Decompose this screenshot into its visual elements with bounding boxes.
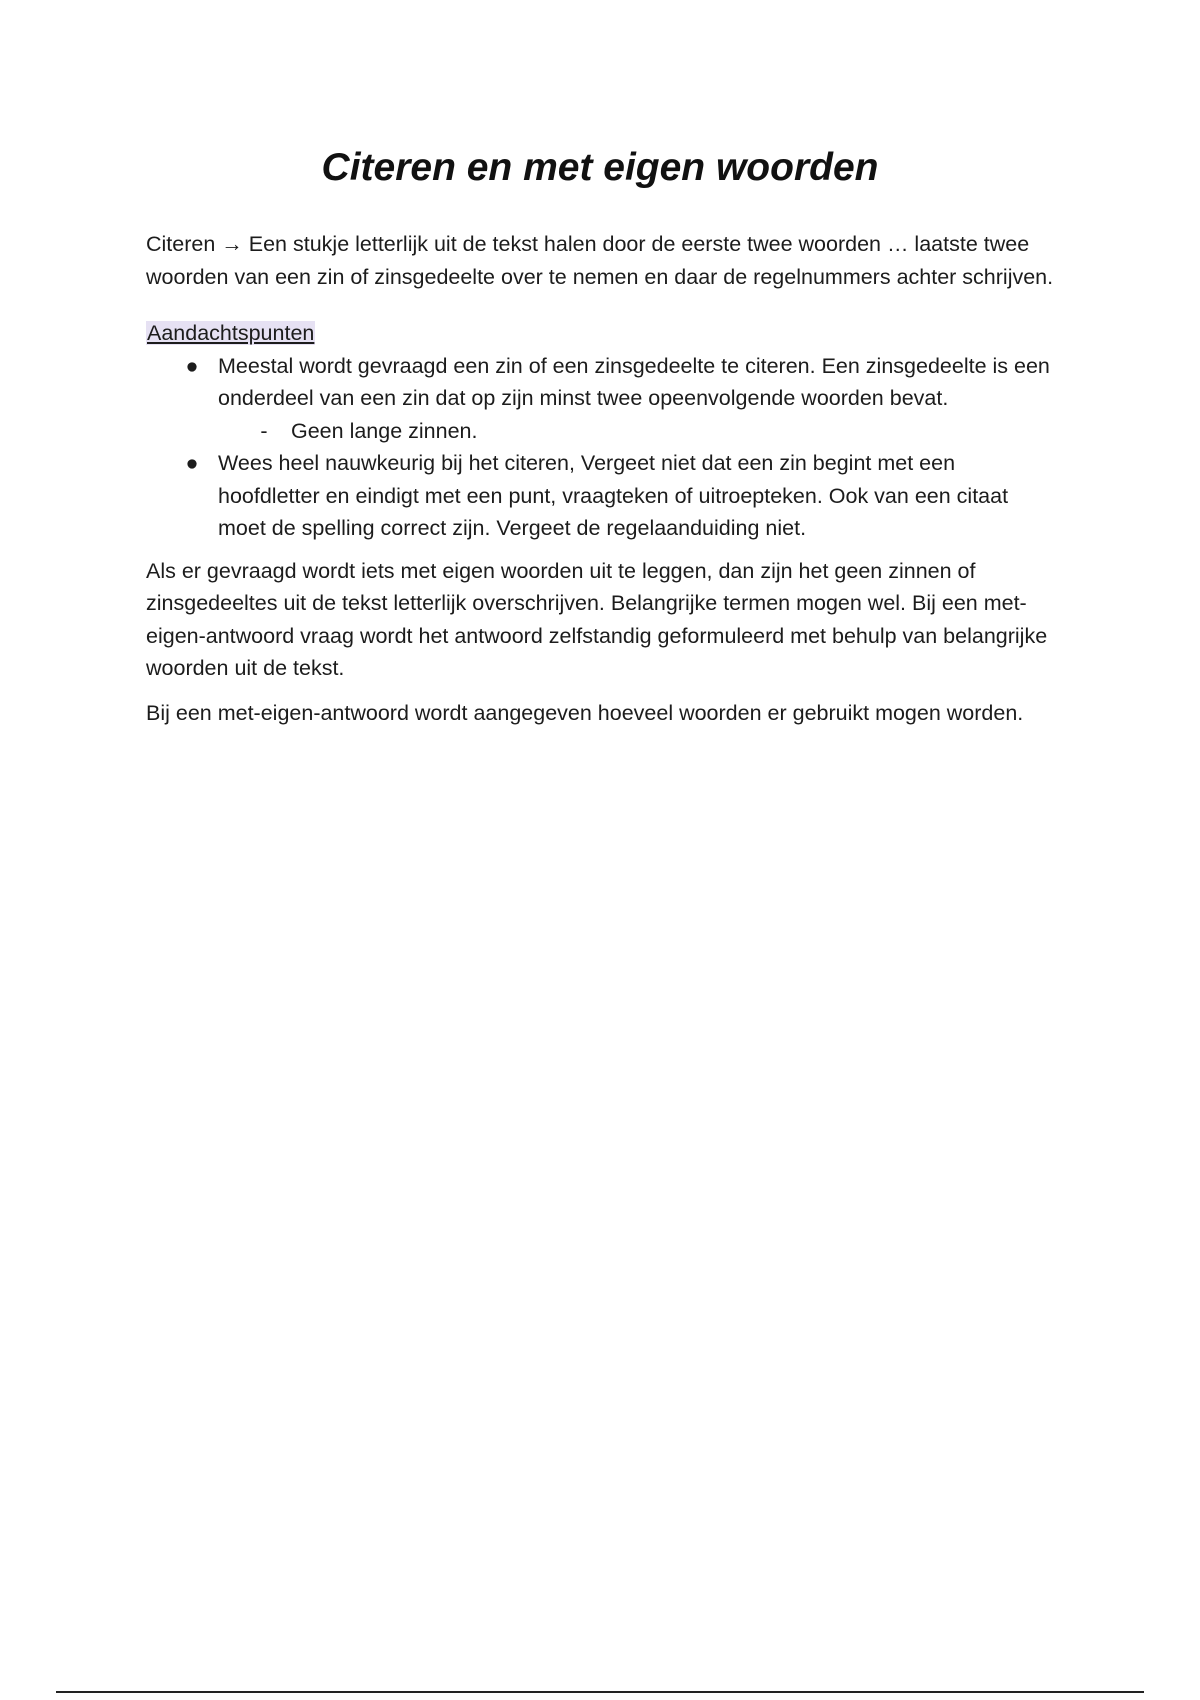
bullet-icon: ● [185, 353, 199, 378]
sub-list-item-text: Geen lange zinnen. [291, 418, 478, 443]
list-item-text: Wees heel nauwkeurig bij het citeren, Vergeet niet dat een zin begint met een hoofdletter en eindigt met een punt, vraagteken of uitroepteken. Ook van een citaat moet de spelling correct zijn. Vergeet de regelaanduiding niet. [218, 451, 1009, 540]
document-body [146, 228, 1061, 729]
list-item [146, 350, 1061, 448]
attention-points-section [146, 317, 1061, 545]
bullet-icon: ● [185, 451, 199, 475]
list-item [146, 447, 1061, 545]
section-heading-line [146, 317, 1061, 350]
footer-divider [56, 1691, 1144, 1693]
list-item-text: Meestal wordt gevraagd een zin of een zinsgedeelte te citeren. Een zinsgedeelte is een onderdeel van een zin dat op zijn minst twee opeenvolgende woorden bevat. [218, 353, 1050, 410]
own-words-paragraph: Als er gevraagd wordt iets met eigen woorden uit te leggen, dan zijn het geen zinnen of zinsgedeeltes uit de tekst letterlijk overschrijven. Belangrijke termen mogen wel. Bij een met-eigen-antwoord vraag wordt het antwoord zelfstandig geformuleerd met behulp van belangrijke woorden uit de tekst. [146, 558, 1048, 680]
section-heading: Aandachtspunten [147, 321, 315, 345]
page-title: Citeren en met eigen woorden [321, 146, 879, 189]
word-count-paragraph: Bij een met-eigen-antwoord wordt aangegeven hoeveel woorden er gebruikt mogen worden. [146, 700, 1024, 725]
sub-list-item [146, 415, 1061, 448]
attention-points-list [146, 350, 1061, 545]
intro-paragraph: Citeren → Een stukje letterlijk uit de tekst halen door de eerste twee woorden … laatste twee woorden van een zin of zinsgedeelte over te nemen en daar de regelnummers achter schrijven. [146, 232, 1054, 289]
dash-icon: - [260, 418, 268, 443]
